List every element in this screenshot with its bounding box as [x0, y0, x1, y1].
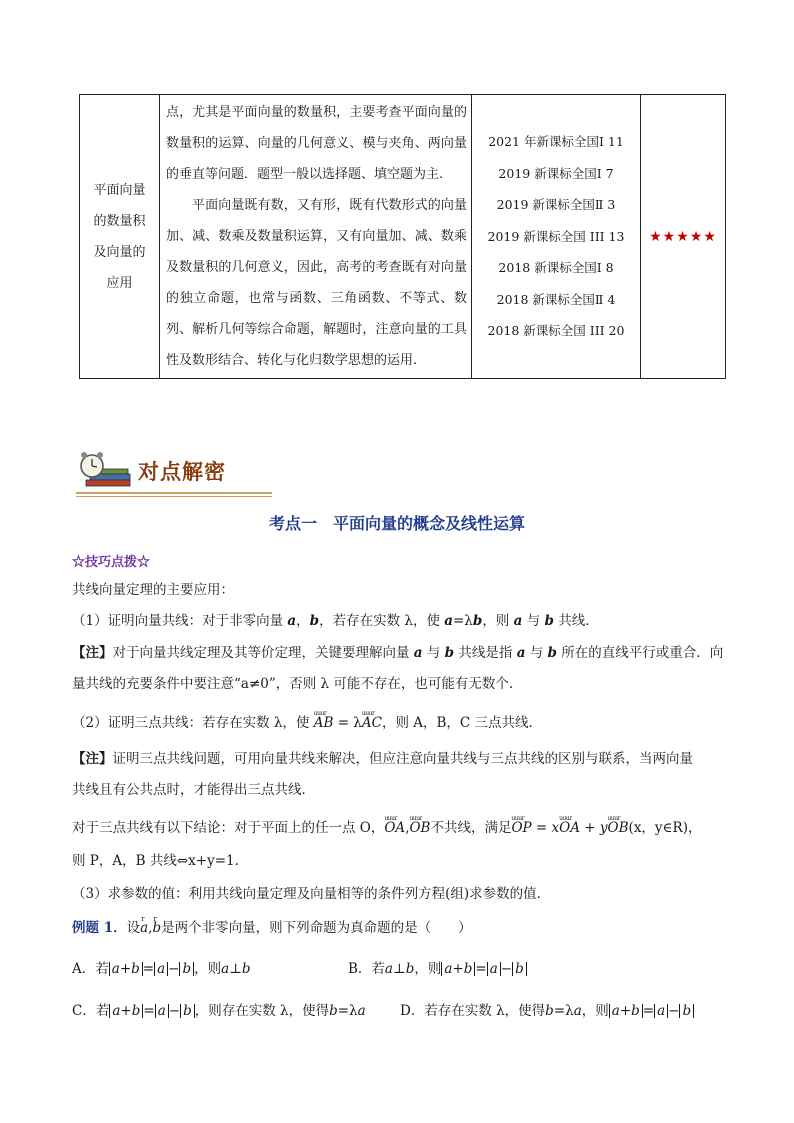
example-1: 例题 1．设r a,r b是两个非零向量，则下列命题为真命题的是（ ） [72, 918, 732, 938]
exam-item: 2019 新课标全国 III 13 [487, 228, 625, 244]
note-2-line-2: 共线且有公共点时，才能得出三点共线． [72, 782, 315, 798]
exam-item: 2019 新课标全国Ⅰ 7 [498, 165, 614, 181]
description-cell [160, 95, 472, 379]
option-d: D．若存在实数 λ，使得b=λa，则 a+b = a − b [400, 1001, 730, 1021]
line-4: （3）求参数的值：利用共线向量定理及向量相等的条件列方程(组)求参数的值． [72, 886, 551, 902]
clock-books-icon [76, 452, 136, 492]
topic-line: 的数量积 [93, 213, 146, 229]
topic-line: 平面向量 [93, 182, 146, 198]
line-3: 对于三点共线有以下结论：对于平面上的任一点 O，uuur OA,uuur OB不共线，满足uuur OP = xuuur OA + yuuur OB(x，y∈R)， [72, 818, 732, 838]
exam-item: 2021 年新课标全国Ⅰ 11 [488, 134, 624, 150]
option-a: A．若 a+b = a − b ，则a⊥b [72, 961, 251, 977]
point-title: 考点一 平面向量的概念及线性运算 [268, 514, 525, 533]
exam-item: 2018 新课标全国 III 20 [487, 323, 625, 339]
table-row [80, 95, 726, 379]
section-banner [76, 450, 272, 498]
topic-line: 及向量的 [93, 244, 146, 260]
note-2: 【注】证明三点共线问题，可用向量共线来解决，但应注意向量共线与三点共线的区别与联系，当两向量 [72, 751, 693, 767]
exam-item: 2018 新课标全国Ⅰ 8 [498, 260, 614, 276]
line-2: （2）证明三点共线：若存在实数 λ，使 uuur AB = λuuur AC，则 A，B，C 三点共线． [72, 713, 732, 733]
line-1: （1）证明向量共线：对于非零向量 a，b，若存在实数 λ，使 a=λb，则 a 与 b 共线． [72, 613, 599, 629]
overview-table [79, 94, 726, 379]
example-label: 例题 1． [72, 920, 127, 936]
option-c: C．若 a+b = a − b ，则存在实数 λ，使得b=λa [72, 1003, 366, 1019]
note-1-line-2: 量共线的充要条件中要注意“a≠0”，否则 λ 可能不存在，也可能有无数个. [72, 676, 514, 692]
exam-item: 2019 新课标全国Ⅱ 3 [496, 197, 616, 213]
line-3-2: 则 P，A，B 共线⇔x+y=1. [72, 853, 239, 869]
topic-line: 应用 [106, 275, 133, 291]
banner-rule [76, 496, 272, 497]
exam-list-cell [472, 95, 641, 379]
exam-item: 2018 新课标全国Ⅱ 4 [496, 291, 616, 307]
option-b: B．若a⊥b，则 a+b = a − b [348, 959, 728, 979]
banner-rule [76, 492, 272, 494]
banner-title: 对点解密 [138, 460, 226, 484]
description-paragraph: 点，尤其是平面向量的数量积，主要考查平面向量的数量积的运算、向量的几何意义、模与夹角、两向量的垂直等问题．题型一般以选择题、填空题为主. [166, 105, 467, 182]
topic-cell [80, 95, 160, 379]
description-paragraph: 平面向量既有数，又有形，既有代数形式的向量加、减、数乘及数量积运算，又有向量加、减、数乘及数量积的几何意义，因此，高考的考查既有对向量的独立命题，也常与函数、三角函数、不等式、数列、解析几何等综合命题，解题时，注意向量的工具性及数形结合、转化与化归数学思想的运用. [166, 198, 467, 368]
note-1: 【注】对于向量共线定理及其等价定理，关键要理解向量 a 与 b 共线是指 a 与 b 所在的直线平行或重合．向 [72, 645, 724, 661]
tips-label: ☆技巧点拨☆ [72, 555, 151, 570]
intro-line: 共线向量定理的主要应用： [72, 582, 234, 598]
difficulty-stars: ★★★★★ [641, 95, 726, 379]
